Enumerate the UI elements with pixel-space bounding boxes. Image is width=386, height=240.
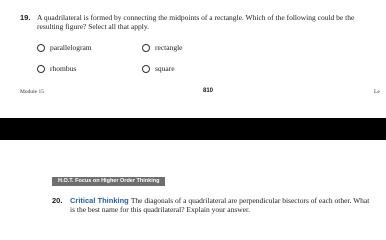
radio-icon[interactable] (142, 44, 150, 52)
option-label: rectangle (155, 43, 183, 52)
question-20-number: 20. (52, 196, 63, 205)
option-rectangle[interactable] (142, 43, 182, 53)
page-upper (0, 0, 386, 118)
page-gap-band (0, 118, 386, 140)
option-label: rhombus (50, 64, 77, 73)
option-label: square (155, 64, 175, 73)
footer-module: Module 15 (20, 89, 44, 95)
page-lower (0, 140, 386, 238)
question-20-text: The diagonals of a quadrilateral are perpendicular bisectors of each other. What is the best name for this quadrilateral? Explain your answer. (70, 196, 370, 214)
question-19-prompt: A quadrilateral is formed by connecting the midpoints of a rectangle. Which of the following could be the resulting figure? Select all that apply. (37, 13, 355, 31)
option-square[interactable] (142, 64, 175, 74)
option-parallelogram[interactable] (37, 43, 92, 53)
option-rhombus[interactable] (37, 64, 76, 74)
option-label: parallelogram (50, 43, 92, 52)
footer-page-number: 810 (203, 88, 214, 94)
footer-lesson-truncated: Le (374, 89, 380, 95)
radio-icon[interactable] (37, 44, 45, 52)
radio-icon[interactable] (142, 65, 150, 73)
radio-icon[interactable] (37, 65, 45, 73)
question-19-number: 19. (20, 13, 31, 22)
question-20-body (70, 196, 370, 214)
critical-thinking-label: Critical Thinking (70, 196, 131, 205)
hot-banner: H.O.T. Focus on Higher Order Thinking (52, 177, 165, 186)
